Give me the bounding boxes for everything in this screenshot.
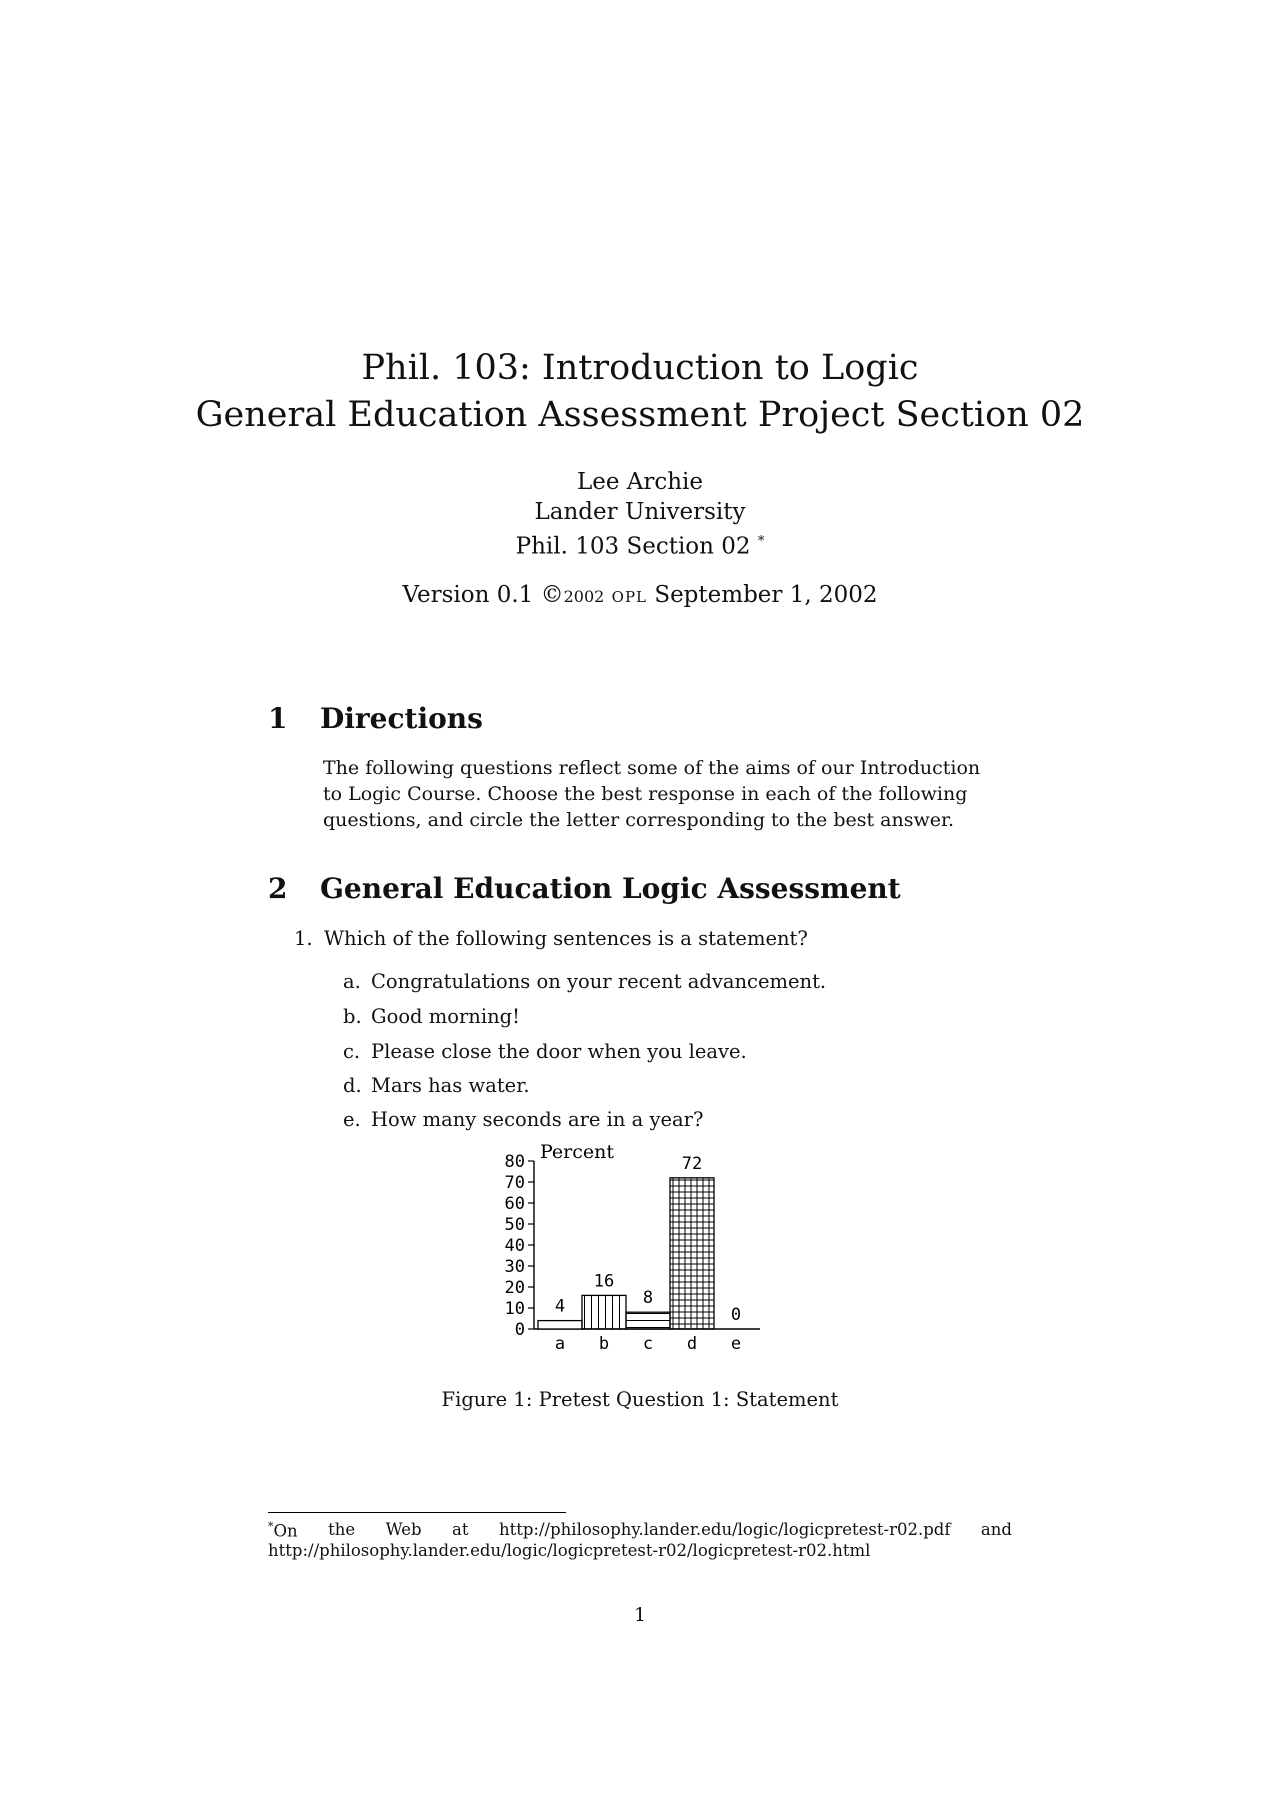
section-1-title: Directions [320,702,483,735]
footnote-line-1 [268,1520,1012,1541]
data-label-a: 4 [554,1296,566,1317]
y-tick-label: 30 [504,1257,525,1277]
option-e-letter: e. [343,1108,361,1131]
footnote-mark: * [757,534,765,549]
author-course-text: Phil. 103 Section 02 [515,533,751,560]
directions-line-1: The following questions reflect some of the aims of our Introduction [323,757,981,779]
y-tick-label: 20 [504,1278,525,1298]
y-axis-label: Percent [540,1141,615,1163]
data-label-e: 0 [730,1305,742,1325]
section-2-heading [268,872,1168,912]
copyright-year: 2002 [563,587,605,606]
directions-paragraph [323,755,1043,833]
footnote-word [268,1520,298,1541]
figure-caption: Figure 1: Pretest Question 1: Statement [441,1388,839,1411]
option-c-text: Please close the door when you leave. [371,1040,747,1063]
y-tick-label: 10 [504,1299,525,1319]
author-course [0,527,1280,562]
footnote-word-4: at [452,1520,469,1539]
x-tick-label-a: a [554,1334,566,1354]
directions-line-3: questions, and circle the letter corresponding to the best answer. [323,809,955,831]
footnote-rule [268,1512,566,1513]
page-number: 1 [633,1604,647,1626]
x-tick-label-d: d [686,1334,698,1354]
title-line-1: Phil. 103: Introduction to Logic [361,348,919,388]
bar-c [626,1312,670,1329]
data-label-d: 72 [681,1153,703,1174]
section-2-title: General Education Logic Assessment [320,872,901,905]
x-tick-label-e: e [730,1334,742,1354]
option-a-letter: a. [343,970,361,993]
version-line [0,582,1280,608]
bar-b [582,1295,626,1329]
bar-d [670,1178,714,1329]
option-b-text: Good morning! [371,1005,520,1028]
x-tick-label-c: c [642,1334,654,1354]
footnote-word-3: Web [385,1520,422,1539]
copyright-symbol: © [540,582,564,608]
option-a-text: Congratulations on your recent advancement. [371,970,827,993]
footnote-mark-ref: * [268,1520,274,1533]
author-block [0,467,1280,562]
footnote-url-html[interactable]: http://philosophy.lander.edu/logic/logicpretest-r02/logicpretest-r02.html [268,1541,871,1560]
data-label-c: 8 [642,1288,654,1309]
footnote-word-2: the [328,1520,356,1539]
data-label-b: 16 [593,1271,615,1292]
section-2-number: 2 [268,872,288,905]
author-name: Lee Archie [576,469,704,495]
option-b-letter: b. [343,1005,362,1028]
footnote-url-pdf[interactable]: http://philosophy.lander.edu/logic/logicpretest-r02.pdf [498,1520,951,1539]
directions-line-2: to Logic Course. Choose the best response in each of the following [323,783,968,805]
x-tick-label-b: b [598,1334,610,1354]
y-tick-label: 40 [504,1236,525,1256]
bar-chart [490,1135,780,1360]
y-tick-label: 50 [504,1215,525,1235]
footnote-word-6: and [980,1520,1012,1539]
y-tick-label: 60 [504,1194,525,1214]
question-number: 1. [294,927,313,950]
author-affiliation: Lander University [534,499,746,525]
license-label: OPL [611,588,647,606]
paper-title [0,345,1280,439]
option-c-letter: c. [343,1040,361,1063]
section-1-heading [268,702,1168,742]
title-line-2: General Education Assessment Project Section 02 [195,395,1085,435]
footnote-word-1: On [273,1521,298,1541]
version-label: Version 0.1 [402,582,534,608]
question-text: Which of the following sentences is a statement? [324,927,808,950]
option-d-text: Mars has water. [371,1074,530,1097]
bar-a [538,1321,582,1329]
version-date: September 1, 2002 [654,582,878,608]
option-e-text: How many seconds are in a year? [371,1108,704,1131]
section-1-number: 1 [268,702,288,735]
y-tick-label: 0 [514,1320,525,1340]
y-tick-label: 80 [504,1152,525,1172]
y-tick-label: 70 [504,1173,525,1193]
option-d-letter: d. [343,1074,362,1097]
